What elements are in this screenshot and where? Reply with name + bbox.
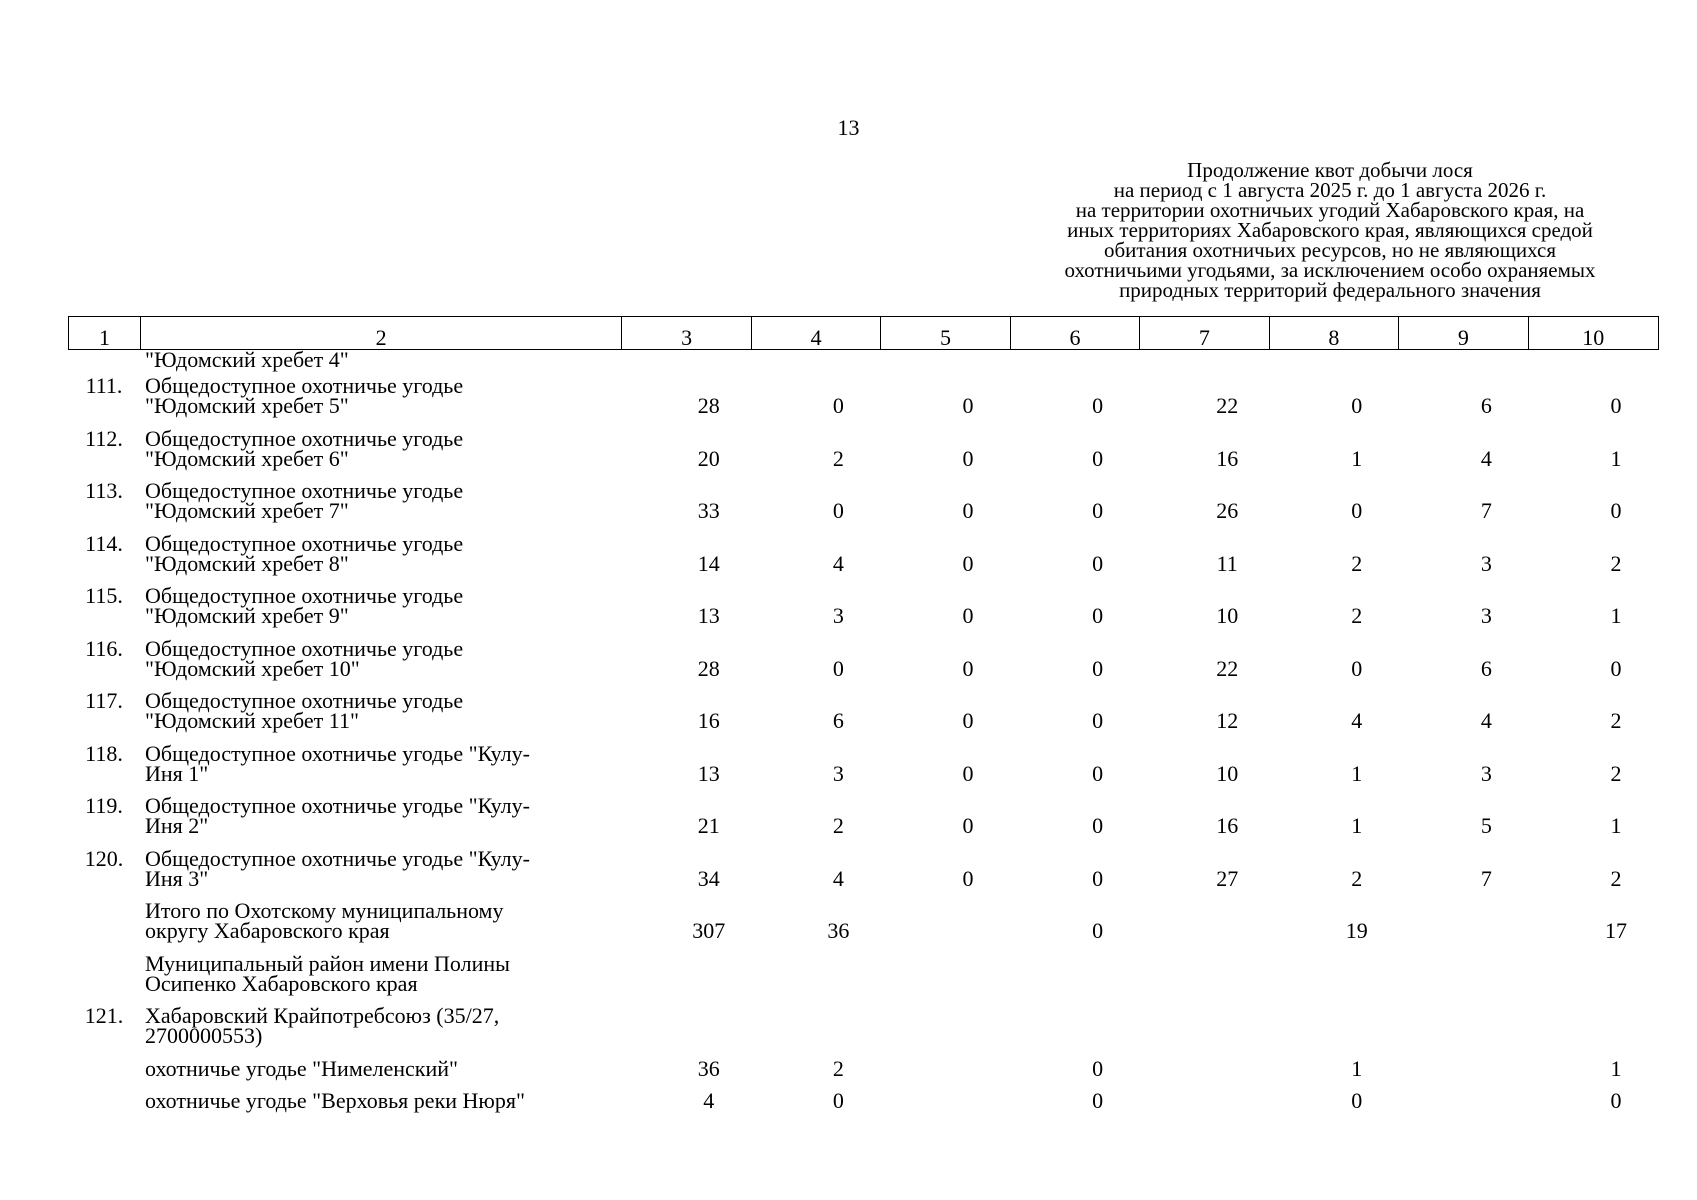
table-heading	[1010, 160, 1650, 300]
row-value: 3	[832, 761, 844, 786]
heading-line: охотничьими угодьями, за исключением особо охраняемых	[1064, 258, 1596, 282]
row-value: 13	[697, 603, 720, 628]
row-name-line: Общедоступное охотничье угодье "Кулу-	[145, 793, 530, 818]
row-name	[145, 531, 615, 576]
row-number: 115.	[85, 583, 123, 608]
row-name-line: Общедоступное охотничье угодье	[145, 478, 464, 503]
row-value: 17	[1604, 918, 1627, 943]
row-value: 0	[962, 656, 974, 681]
row-number: 112.	[85, 426, 123, 451]
row-value: 6	[1480, 656, 1492, 681]
row-value: 22	[1216, 393, 1239, 418]
row-value: 1	[1610, 446, 1622, 471]
row-value: 3	[1480, 603, 1492, 628]
row-name-line: Хабаровский Крайпотребсоюз (35/27,	[145, 1003, 500, 1028]
row-value: 2	[1351, 551, 1363, 576]
row-value: 0	[1092, 708, 1104, 733]
row-value: 2	[1610, 866, 1622, 891]
heading-line: природных территорий федерального значения	[1119, 278, 1541, 302]
row-name-line: Муниципальный район имени Полины	[145, 951, 510, 976]
row-name-line: Общедоступное охотничье угодье	[145, 373, 464, 398]
row-value: 0	[962, 708, 974, 733]
column-header: 7	[1140, 317, 1269, 349]
row-name-line: Общедоступное охотничье угодье	[145, 531, 464, 556]
row-name	[145, 741, 615, 786]
row-value: 0	[1092, 393, 1104, 418]
row-name	[145, 951, 615, 996]
column-header: 8	[1270, 317, 1399, 349]
row-number: 117.	[85, 688, 123, 713]
row-name	[145, 373, 615, 418]
row-value: 33	[697, 498, 720, 523]
row-name	[145, 1056, 615, 1081]
row-value: 1	[1351, 1056, 1363, 1081]
page-number: 13	[837, 115, 860, 140]
row-value: 0	[1092, 918, 1104, 943]
column-header: 2	[141, 317, 622, 349]
row-name-line: Иня 1"	[145, 761, 209, 786]
row-name-line: "Юдомский хребет 7"	[145, 498, 349, 523]
row-value: 10	[1216, 603, 1239, 628]
row-number: 111.	[85, 373, 123, 398]
row-name	[145, 426, 615, 471]
row-value: 0	[1351, 656, 1363, 681]
row-value: 2	[832, 1056, 844, 1081]
row-value: 11	[1216, 551, 1238, 576]
heading-line: иных территориях Хабаровского края, являющихся средой	[1067, 218, 1593, 242]
row-value: 27	[1216, 866, 1239, 891]
row-name	[145, 793, 615, 838]
row-value: 16	[1216, 446, 1239, 471]
row-value: 4	[1351, 708, 1363, 733]
row-value: 16	[697, 708, 720, 733]
row-name	[145, 583, 615, 628]
row-value: 2	[832, 813, 844, 838]
row-name	[145, 478, 615, 523]
row-name-line: 2700000553)	[145, 1023, 263, 1048]
row-name-line: Общедоступное охотничье угодье "Кулу-	[145, 846, 530, 871]
row-name	[145, 688, 615, 733]
column-header: 1	[69, 317, 141, 349]
row-value: 1	[1610, 813, 1622, 838]
row-number: 114.	[85, 531, 123, 556]
row-value: 34	[697, 866, 720, 891]
row-value: 4	[1480, 446, 1492, 471]
row-value: 21	[697, 813, 720, 838]
row-value: 3	[1480, 761, 1492, 786]
row-value: 3	[1480, 551, 1492, 576]
row-value: 0	[962, 446, 974, 471]
row-value: 4	[832, 551, 844, 576]
row-value: 1	[1351, 446, 1363, 471]
row-name	[145, 898, 615, 943]
row-value: 1	[1610, 603, 1622, 628]
column-header: 4	[752, 317, 881, 349]
row-number: 120.	[84, 846, 124, 871]
row-value: 0	[1092, 656, 1104, 681]
row-value: 6	[1480, 393, 1492, 418]
row-value: 12	[1216, 708, 1239, 733]
row-value: 0	[1092, 551, 1104, 576]
row-name	[145, 347, 615, 372]
row-name-line: охотничье угодье "Верховья реки Нюря"	[145, 1088, 525, 1113]
heading-line: на период с 1 августа 2025 г. до 1 августа 2026 г.	[1113, 178, 1547, 202]
row-name-line: Иня 2"	[145, 813, 209, 838]
row-value: 2	[1610, 708, 1622, 733]
row-number: 118.	[85, 741, 123, 766]
column-header: 6	[1011, 317, 1140, 349]
column-header: 3	[622, 317, 751, 349]
row-value: 0	[962, 761, 974, 786]
row-name-line: "Юдомский хребет 10"	[145, 656, 360, 681]
row-value: 16	[1216, 813, 1239, 838]
row-value: 0	[832, 393, 844, 418]
row-name-line: Осипенко Хабаровского края	[145, 971, 418, 996]
row-value: 0	[1610, 656, 1622, 681]
row-name-line: "Юдомский хребет 4"	[145, 347, 349, 372]
row-value: 0	[1610, 1088, 1622, 1113]
row-value: 0	[962, 603, 974, 628]
row-value: 5	[1480, 813, 1492, 838]
row-name-line: округу Хабаровского края	[145, 918, 390, 943]
column-header: 10	[1582, 325, 1605, 350]
row-name-line: "Юдомский хребет 8"	[145, 551, 349, 576]
row-value: 4	[832, 866, 844, 891]
row-name-line: Общедоступное охотничье угодье	[145, 426, 464, 451]
row-value: 28	[697, 656, 720, 681]
row-value: 0	[962, 498, 974, 523]
row-name-line: Общедоступное охотничье угодье	[145, 636, 464, 661]
row-number: 119.	[85, 793, 123, 818]
row-number: 113.	[85, 478, 123, 503]
row-value: 7	[1480, 498, 1492, 523]
row-value: 307	[692, 918, 726, 943]
row-name-line: "Юдомский хребет 9"	[145, 603, 349, 628]
row-value: 36	[827, 918, 850, 943]
row-value: 0	[832, 1088, 844, 1113]
row-value: 0	[1092, 1056, 1104, 1081]
row-value: 0	[1092, 866, 1104, 891]
row-name	[145, 1003, 615, 1048]
row-name	[145, 636, 615, 681]
row-value: 4	[1480, 708, 1492, 733]
row-value: 2	[1610, 761, 1622, 786]
row-value: 10	[1216, 761, 1239, 786]
row-value: 0	[1092, 498, 1104, 523]
row-value: 0	[962, 813, 974, 838]
row-value: 28	[697, 393, 720, 418]
row-name-line: Итого по Охотскому муниципальному	[145, 898, 504, 923]
row-value: 4	[703, 1088, 715, 1113]
row-value: 2	[832, 446, 844, 471]
row-name-line: "Юдомский хребет 5"	[145, 393, 349, 418]
row-value: 0	[832, 498, 844, 523]
row-name-line: охотничье угодье "Нимеленский"	[145, 1056, 459, 1081]
row-name-line: Общедоступное охотничье угодье	[145, 688, 464, 713]
row-value: 26	[1216, 498, 1239, 523]
row-value: 1	[1610, 1056, 1622, 1081]
row-name-line: "Юдомский хребет 11"	[145, 708, 359, 733]
row-value: 0	[1092, 446, 1104, 471]
row-name-line: "Юдомский хребет 6"	[145, 446, 349, 471]
row-number: 121.	[84, 1003, 124, 1028]
column-header: 5	[881, 317, 1010, 349]
row-value: 13	[697, 761, 720, 786]
row-value: 20	[697, 446, 720, 471]
row-value: 0	[1351, 393, 1363, 418]
row-name	[145, 1088, 615, 1113]
row-value: 0	[1351, 1088, 1363, 1113]
row-value: 2	[1351, 603, 1363, 628]
row-value: 19	[1345, 918, 1368, 943]
row-value: 0	[962, 551, 974, 576]
row-value: 0	[1092, 813, 1104, 838]
row-value: 0	[1092, 603, 1104, 628]
row-name-line: Общедоступное охотничье угодье "Кулу-	[145, 741, 530, 766]
row-value: 0	[1092, 761, 1104, 786]
row-value: 1	[1351, 813, 1363, 838]
row-value: 22	[1216, 656, 1239, 681]
row-value: 0	[962, 393, 974, 418]
column-header-row	[68, 316, 1659, 350]
column-header: 9	[1399, 317, 1528, 349]
row-name-line: Иня 3"	[145, 866, 209, 891]
row-value: 7	[1480, 866, 1492, 891]
heading-line: на территории охотничьих угодий Хабаровского края, на	[1075, 198, 1585, 222]
row-name-line: Общедоступное охотничье угодье	[145, 583, 464, 608]
row-value: 0	[962, 866, 974, 891]
row-value: 0	[1092, 1088, 1104, 1113]
row-value: 0	[1610, 393, 1622, 418]
heading-line: Продолжение квот добычи лося	[1187, 158, 1473, 182]
heading-line: обитания охотничьих ресурсов, но не являющихся	[1103, 238, 1557, 262]
row-value: 6	[832, 708, 844, 733]
row-value: 3	[832, 603, 844, 628]
row-value: 0	[832, 656, 844, 681]
row-value: 0	[1351, 498, 1363, 523]
row-value: 2	[1610, 551, 1622, 576]
row-value: 0	[1610, 498, 1622, 523]
row-value: 14	[697, 551, 720, 576]
row-value: 2	[1351, 866, 1363, 891]
row-number: 116.	[85, 636, 123, 661]
row-value: 36	[697, 1056, 720, 1081]
row-name	[145, 846, 615, 891]
row-value: 1	[1351, 761, 1363, 786]
